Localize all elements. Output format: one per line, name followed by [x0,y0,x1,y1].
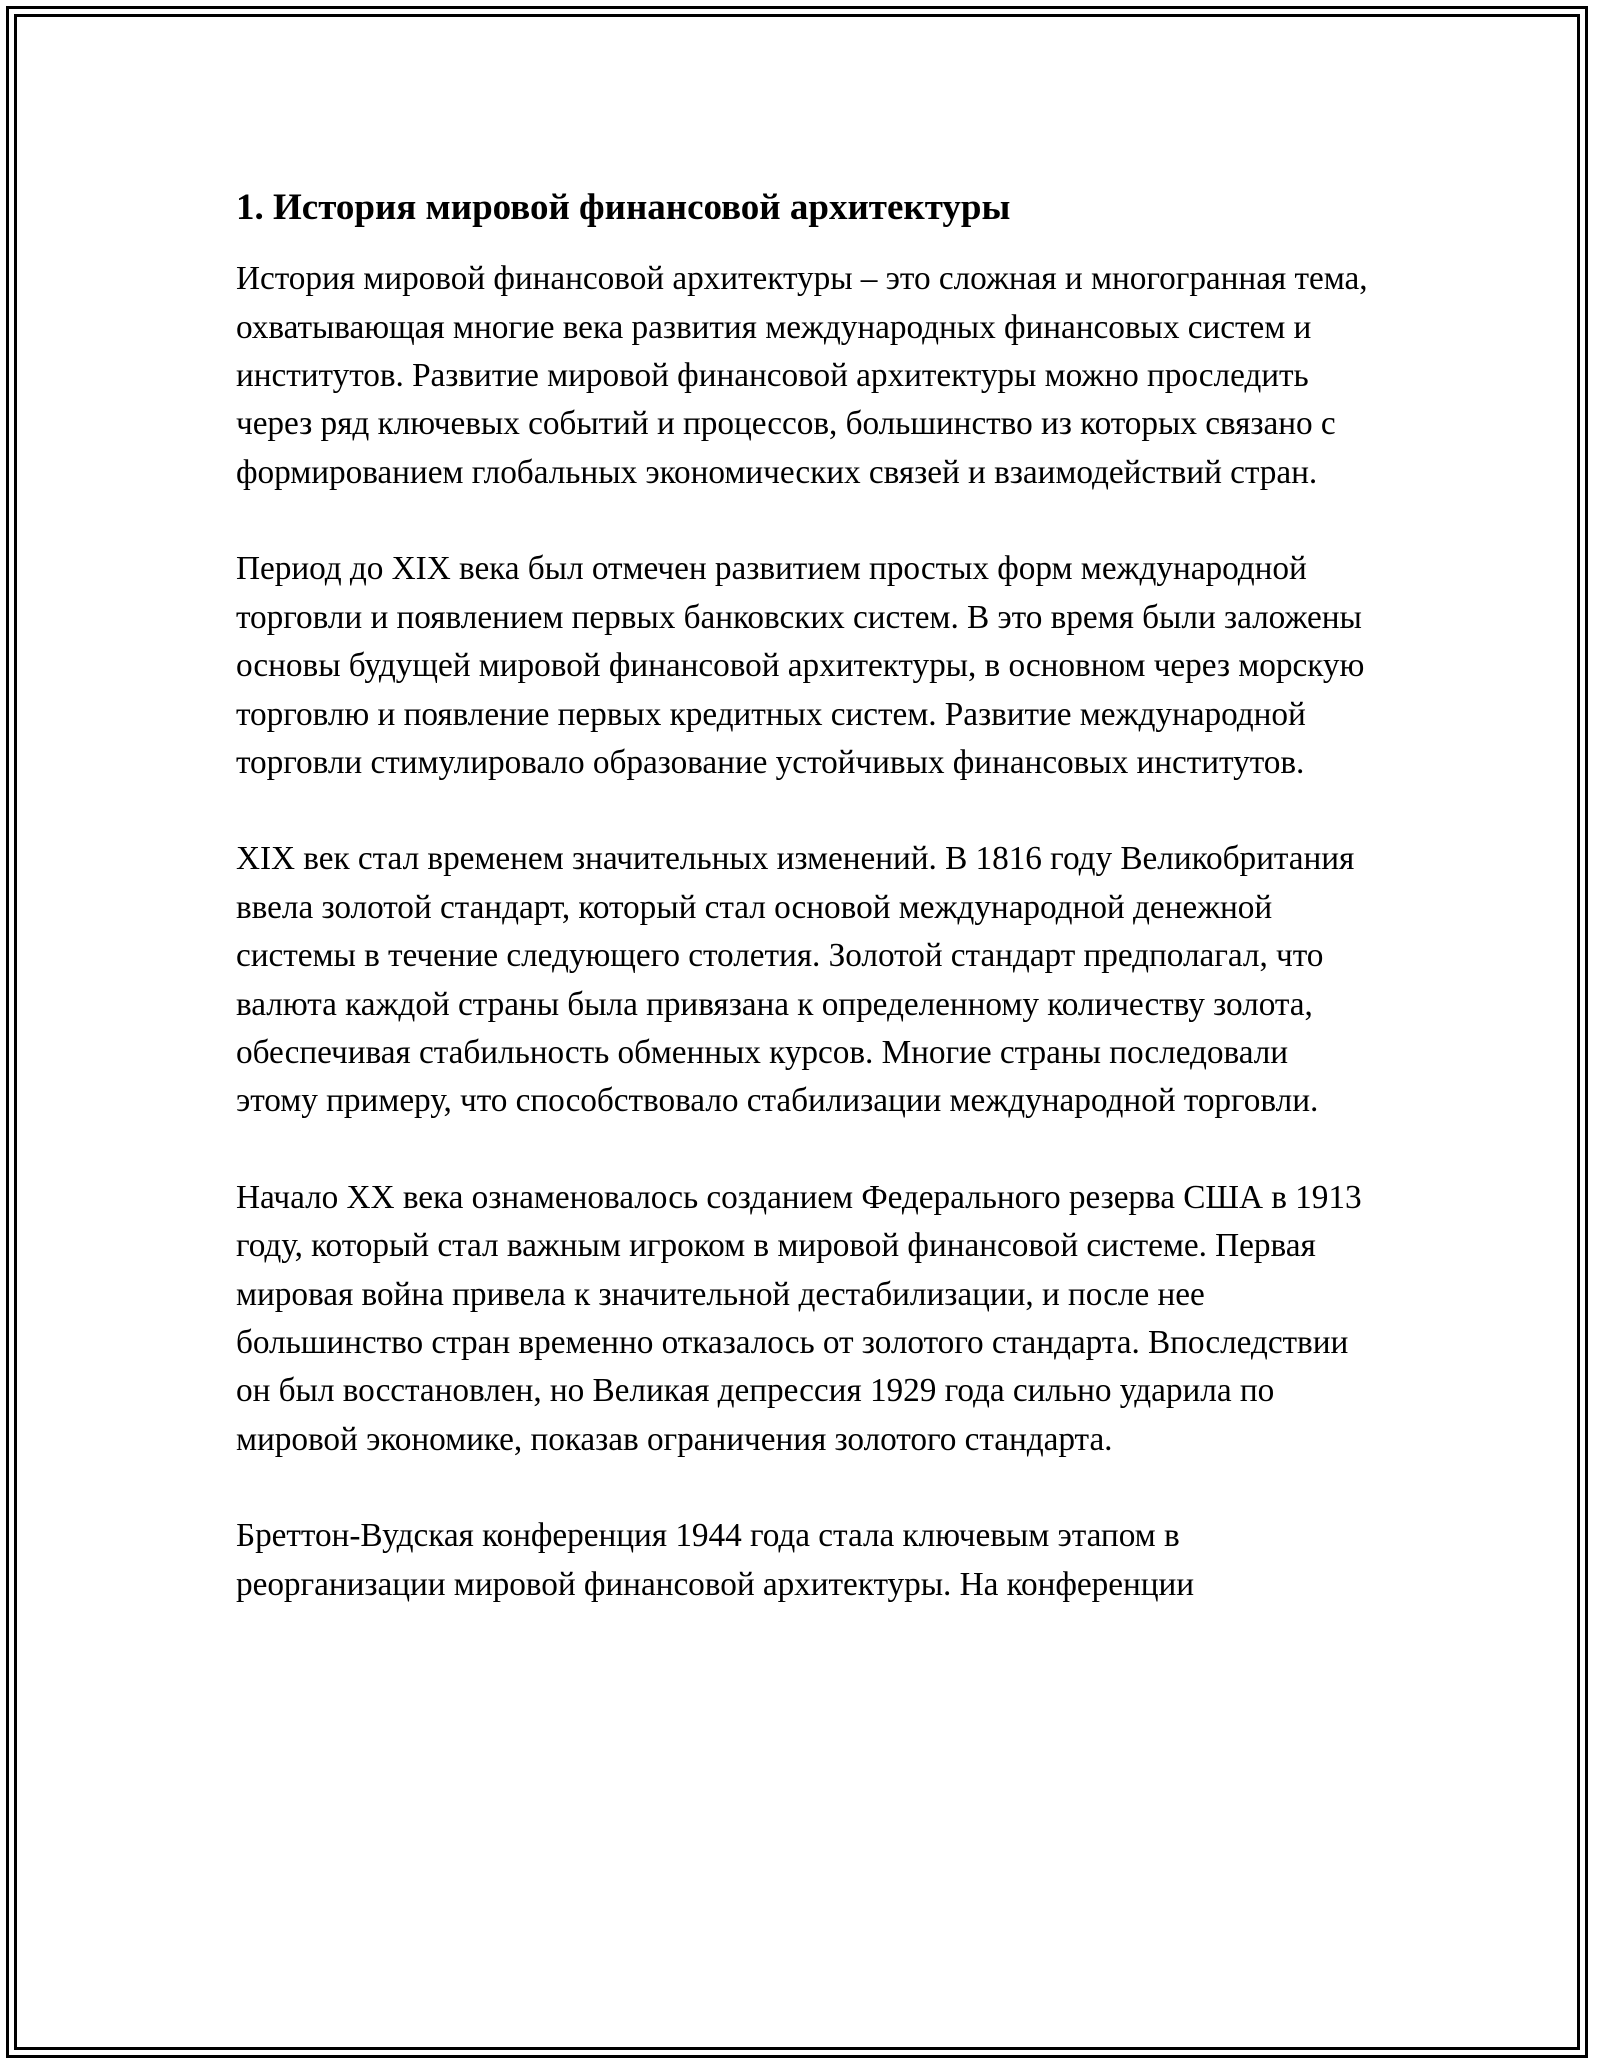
paragraph-bretton-woods: Бреттон-Вудская конференция 1944 года стала ключевым этапом в реорганизации мировой финансовой архитектуры. На конференции [236,1517,1195,1603]
paragraph-pre-19th-century: Период до XIX века был отмечен развитием простых форм международной торговли и появлением первых банковских систем. В это время были заложены основы будущей мировой финансовой архитектуры, в основном через морскую торговлю и появление первых кредитных систем. Развитие международной торговли стимулировало образование устойчивых финансовых институтов. [236,550,1365,781]
paragraph-early-20th-century: Начало XX века ознаменовалось созданием Федерального резерва США в 1913 году, который стал важным игроком в мировой финансовой системе. Первая мировая война привела к значительной дестабилизации, и после нее большинство стран временно отказалось от золотого стандарта. Впоследствии он был восстановлен, но Великая депрессия 1929 года сильно ударила по мировой экономике, показав ограничения золотого стандарта. [236,1178,1362,1458]
section-heading: 1. История мировой финансовой архитектуры [236,187,1011,228]
paragraph-19th-century: XIX век стал временем значительных изменений. В 1816 году Великобритания ввела золотой стандарт, который стал основой международной денежной системы в течение следующего столетия. Золотой стандарт предполагал, что валюта каждой страны была привязана к определенному количеству золота, обеспечивая стабильность обменных курсов. Многие страны последовали этому примеру, что способствовало стабилизации международной торговли. [236,840,1355,1120]
document-body [236,185,1371,1609]
paragraph-intro: История мировой финансовой архитектуры – это сложная и многогранная тема, охватывающая многие века развития международных финансовых систем и институтов. Развитие мировой финансовой архитектуры можно проследить через ряд ключевых событий и процессов, большинство из которых связано с формированием глобальных экономических связей и взаимодействий стран. [236,260,1368,491]
